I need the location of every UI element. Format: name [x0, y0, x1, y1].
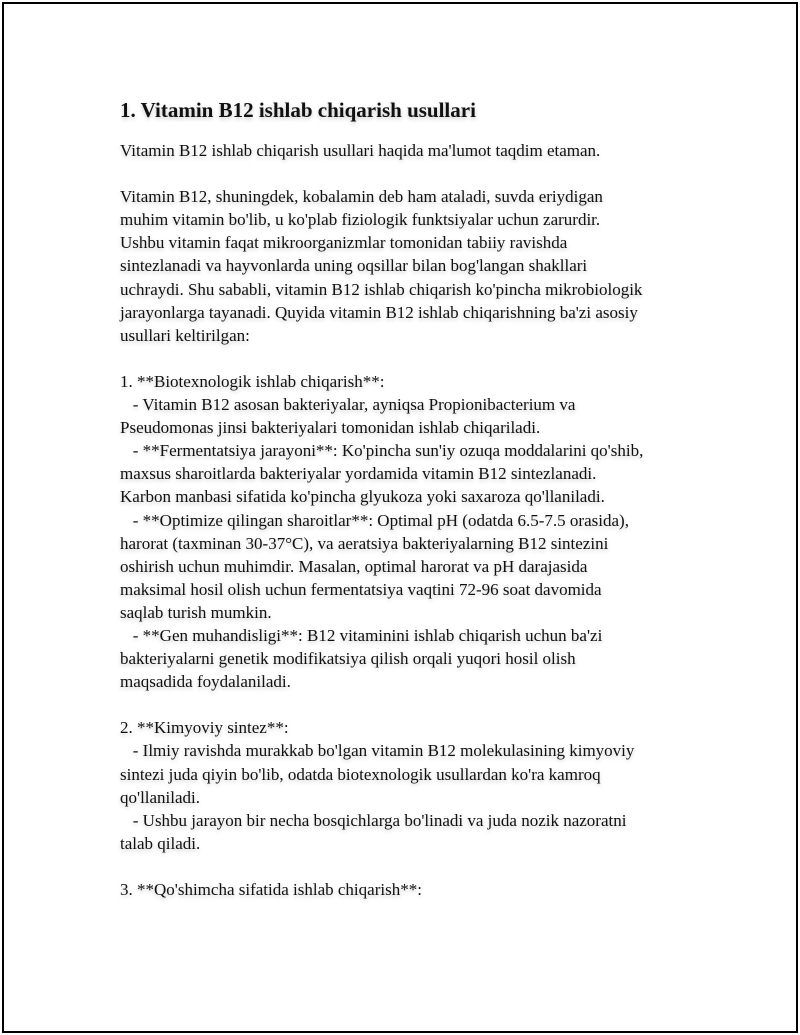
document-content: [120, 98, 720, 901]
page-frame: [2, 2, 798, 1033]
document-title: 1. Vitamin B12 ishlab chiqarish usullari: [120, 98, 476, 122]
document-body: Vitamin B12 ishlab chiqarish usullari haqida ma'lumot taqdim etaman. Vitamin B12, shuningdek, kobalamin deb ham ataladi, suvda eriydigan muhim vitamin bo'lib, u ko'plab fiziologik funktsiyalar uchun zarurdir. Ushbu vitamin faqat mikroorganizmlar tomonidan tabiiy ravishda sintezlanadi va hayvonlarda uning oqsillar bilan bog'langan shakllari uchraydi. Shu sababli, vitamin B12 ishlab chiqarish ko'pincha mikrobiologik jarayonlarga tayanadi. Quyida vitamin B12 ishlab chiqarishning ba'zi asosiy usullari keltirilgan: 1. **Biotexnologik ishlab chiqarish**: - Vitamin B12 asosan bakteriyalar, ayniqsa Propionibacterium va Pseudomonas jinsi bakteriyalari tomonidan ishlab chiqariladi. - **Fermentatsiya jarayoni**: Ko'pincha sun'iy ozuqa moddalarini qo'shib, maxsus sharoitlarda bakteriyalar yordamida vitamin B12 sintezlanadi. Karbon manbasi sifatida ko'pincha glyukoza yoki saxaroza qo'llaniladi. - **Optimize qilingan sharoitlar**: Optimal pH (odatda 6.5-7.5 orasida), harorat (taxminan 30-37°C), va aeratsiya bakteriyalarning B12 sintezini oshirish uchun muhimdir. Masalan, optimal harorat va pH darajasida maksimal hosil olish uchun fermentatsiya vaqtini 72-96 soat davomida saqlab turish mumkin. - **Gen muhandisligi**: B12 vitaminini ishlab chiqarish uchun ba'zi bakteriyalarni genetik modifikatsiya qilish orqali yuqori hosil olish maqsadida foydalaniladi. 2. **Kimyoviy sintez**: - Ilmiy ravishda murakkab bo'lgan vitamin B12 molekulasining kimyoviy sintezi juda qiyin bo'lib, odatda biotexnologik usullardan ko'ra kamroq qo'llaniladi. - Ushbu jarayon bir necha bosqichlarga bo'linadi va juda nozik nazoratni talab qiladi. 3. **Qo'shimcha sifatida ishlab chiqarish**:: [120, 141, 644, 899]
